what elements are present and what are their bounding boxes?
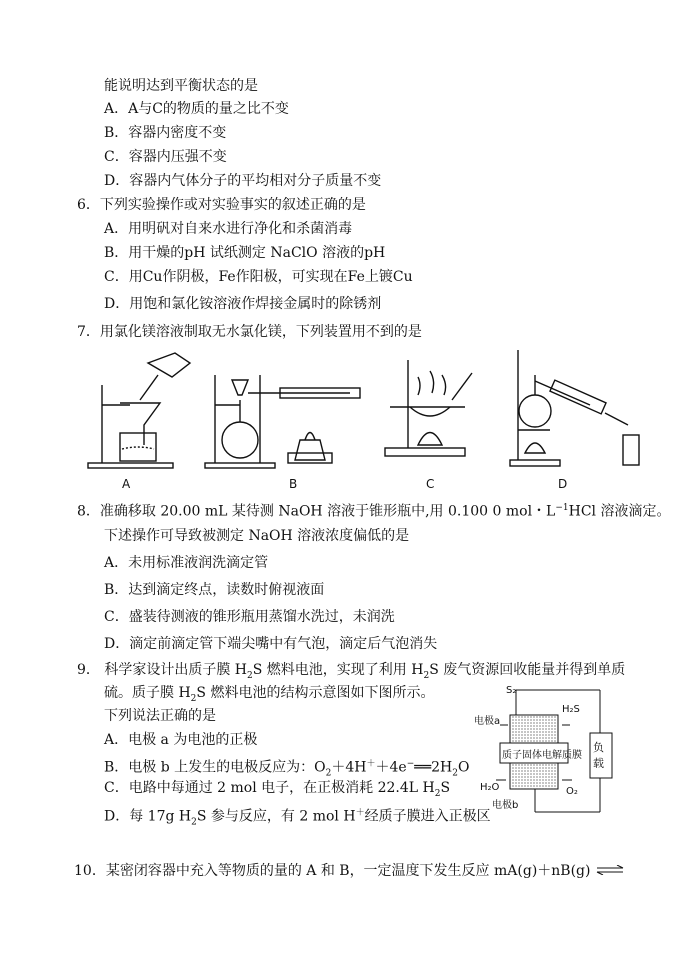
q9-option-b: B．电极 b 上发生的电极反应为：$O_2+4H^++4e^-══2H_2O$: [104, 759, 470, 779]
apparatus-d-distillation: [510, 350, 639, 466]
membrane-label: 质子固体电解质膜: [502, 750, 582, 761]
apparatus-b-heating: [205, 375, 360, 468]
q5-option-b: B．容器内密度不变: [104, 125, 227, 141]
q10-stem: 10．某密闭容器中充入等物质的量的 A 和 B，一定温度下发生反应 mA(g)＋nB(g): [74, 862, 625, 880]
o2-label: O₂: [566, 786, 578, 797]
apparatus-label-d: D: [558, 477, 568, 491]
equilibrium-arrow-icon: [595, 862, 625, 880]
apparatus-label-a: A: [122, 477, 131, 491]
q6-option-b: B．用干燥的pH 试纸测定 NaClO 溶液的pH: [104, 245, 386, 261]
apparatus-label-c: C: [426, 477, 435, 491]
q8-option-b: B．达到滴定终点，读数时俯视液面: [104, 582, 325, 598]
q6-option-a: A．用明矾对自来水进行净化和杀菌消毒: [104, 221, 353, 237]
q8-option-d: D．滴定前滴定管下端尖嘴中有气泡，滴定后气泡消失: [104, 636, 438, 652]
q9-stem-2: 硫。质子膜 $H_2S$ 燃料电池的结构示意图如下图所示。: [104, 685, 435, 704]
q6-stem: 6．下列实验操作或对实验事实的叙述正确的是: [77, 197, 366, 213]
electrode-b-label: 电极b: [492, 800, 519, 811]
apparatus-c-evaporation: [385, 360, 472, 456]
q8-stem: 8．准确移取 20.00 mL 某待测 NaOH 溶液于锥形瓶中,用 0.100 0 mol・$L^{-1}HCl$ 溶液滴定。: [77, 503, 671, 520]
q6-option-d: D．用饱和氯化铵溶液作焊接金属时的除锈剂: [104, 296, 382, 312]
q5-stem: 能说明达到平衡状态的是: [104, 78, 258, 94]
q8-option-c: C．盛装待测液的锥形瓶用蒸馏水洗过，未润洗: [104, 609, 395, 625]
s2-label: S₂: [506, 685, 517, 696]
apparatus-figure: [80, 345, 650, 475]
q5-option-a: A．A与C的物质的量之比不变: [104, 101, 289, 117]
apparatus-a-filtration: [88, 353, 190, 468]
q9-option-c: C．电路中每通过 2 mol 电子，在正极消耗 22.4L $H_2S$: [104, 780, 451, 799]
electrode-a-label: 电极a: [474, 716, 501, 727]
q9-stem-3: 下列说法正确的是: [104, 708, 216, 724]
fuel-cell-diagram: [470, 680, 620, 820]
apparatus-label-b: B: [289, 477, 298, 491]
q5-option-d: D．容器内气体分子的平均相对分子质量不变: [104, 173, 382, 189]
q7-stem: 7．用氯化镁溶液制取无水氯化镁，下列装置用不到的是: [77, 324, 422, 340]
q8-option-a: A．未用标准液润洗滴定管: [104, 555, 269, 571]
q9-option-a: A．电极 a 为电池的正极: [104, 732, 258, 748]
q5-option-c: C．容器内压强不变: [104, 149, 227, 165]
q8-stem-2: 下述操作可导致被测定 NaOH 溶液浓度偏低的是: [104, 528, 410, 544]
q6-option-c: C．用Cu作阴极，Fe作阳极，可实现在Fe上镀Cu: [104, 269, 413, 285]
q9-option-d: D．每 17g $H_2S$ 参与反应，有 2 mol H＋经质子膜进入正极区: [104, 808, 491, 828]
load-label: 负载: [593, 741, 604, 770]
h2o-label: H₂O: [480, 782, 500, 793]
q9-stem-1: 9． 科学家设计出质子膜 $H_2S$ 燃料电池，实现了利用 $H_2S$ 废气资源回收能量并得到单质: [77, 662, 626, 681]
h2s-label: H₂S: [562, 704, 580, 715]
